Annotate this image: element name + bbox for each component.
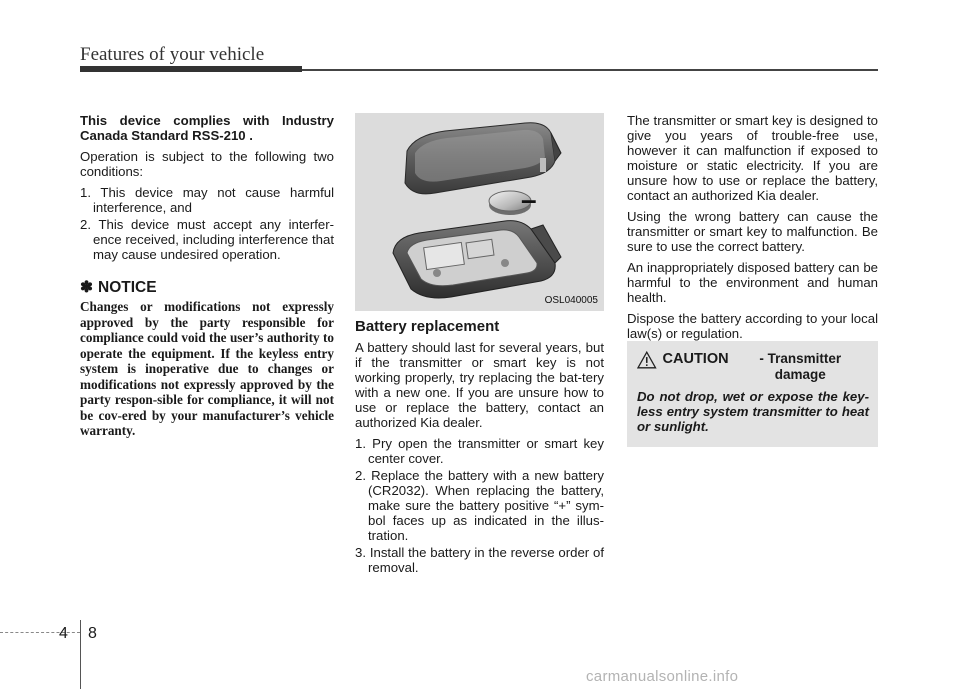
page-number: 8 bbox=[88, 625, 97, 642]
list-item: 2. Replace the battery with a new battery (CR2032). When replacing the battery, make sure the battery positive “+” sym-bol faces up as indicated in the illus-tration. bbox=[355, 468, 604, 543]
notice-star-icon: ✽ bbox=[80, 279, 93, 296]
battery-replacement-figure bbox=[355, 113, 604, 311]
paragraph: The transmitter or smart key is designed to give you years of trouble-free use, however it can malfunction if exposed to moisture or static electricity. If you are unsure how to use or replace the battery, contact an authorized Kia dealer. bbox=[627, 113, 878, 203]
battery-intro: A battery should last for several years, but if the transmitter or smart key is not working properly, try replacing the bat-tery with a new one. If you are unsure how to use or replace the battery, contact an authorized Kia dealer. bbox=[355, 340, 604, 430]
header-bar bbox=[80, 66, 302, 72]
figure-code: OSL040005 bbox=[544, 295, 598, 306]
smart-key-illustration bbox=[355, 113, 604, 311]
caution-subtitle: - Transmitter damage bbox=[759, 351, 842, 382]
list-item: 1. Pry open the transmitter or smart key center cover. bbox=[355, 436, 604, 466]
notice-body: Changes or modifications not expressly approved by the party responsible for compliance could void the user’s authority to operate the equipment. If the keyless entry system is inoperative due to changes or modifications not expressly approved by the party respon-sible for compliance, it will not be cov-ered by your manufacturer’s vehicle warranty. bbox=[80, 299, 334, 438]
notice-heading bbox=[80, 280, 334, 295]
page-header-title: Features of your vehicle bbox=[80, 44, 265, 65]
caution-body: Do not drop, wet or expose the key-less entry system transmitter to heat or sunlight. bbox=[637, 389, 869, 434]
conditions-list bbox=[80, 185, 334, 262]
battery-steps-list bbox=[355, 436, 604, 575]
paragraph: An inappropriately disposed battery can be harmful to the environment and human health. bbox=[627, 260, 878, 305]
footer-rule bbox=[0, 632, 80, 634]
compliance-heading: This device complies with Industry Canada Standard RSS-210 . bbox=[80, 113, 334, 143]
list-item: 3. Install the battery in the reverse order of removal. bbox=[355, 545, 604, 575]
page-number-divider bbox=[80, 620, 81, 689]
caution-heading bbox=[637, 351, 867, 383]
warning-triangle-icon bbox=[637, 351, 657, 369]
middle-column bbox=[355, 113, 604, 581]
notice-title: NOTICE bbox=[98, 279, 157, 296]
chapter-number: 4 bbox=[59, 625, 68, 642]
list-item: 2. This device must accept any interfer-ence received, including interference that may cause undesired operation. bbox=[80, 217, 334, 262]
list-item: 1. This device may not cause harmful interference, and bbox=[80, 185, 334, 215]
compliance-intro: Operation is subject to the following two conditions: bbox=[80, 149, 334, 179]
left-column bbox=[80, 113, 334, 445]
paragraph: Dispose the battery according to your local law(s) or regulation. bbox=[627, 311, 878, 341]
section-title: Battery replacement bbox=[355, 318, 500, 335]
right-column bbox=[627, 113, 878, 347]
caution-word: CAUTION bbox=[662, 351, 729, 367]
minus-symbol: – bbox=[521, 184, 537, 215]
key-cover-shape bbox=[405, 123, 561, 194]
header-rule bbox=[302, 69, 878, 71]
watermark: carmanualsonline.info bbox=[586, 668, 739, 685]
paragraph: Using the wrong battery can cause the transmitter or smart key to malfunction. Be sure to use the correct battery. bbox=[627, 209, 878, 254]
caution-box bbox=[627, 341, 878, 447]
key-base-shape bbox=[393, 221, 561, 298]
